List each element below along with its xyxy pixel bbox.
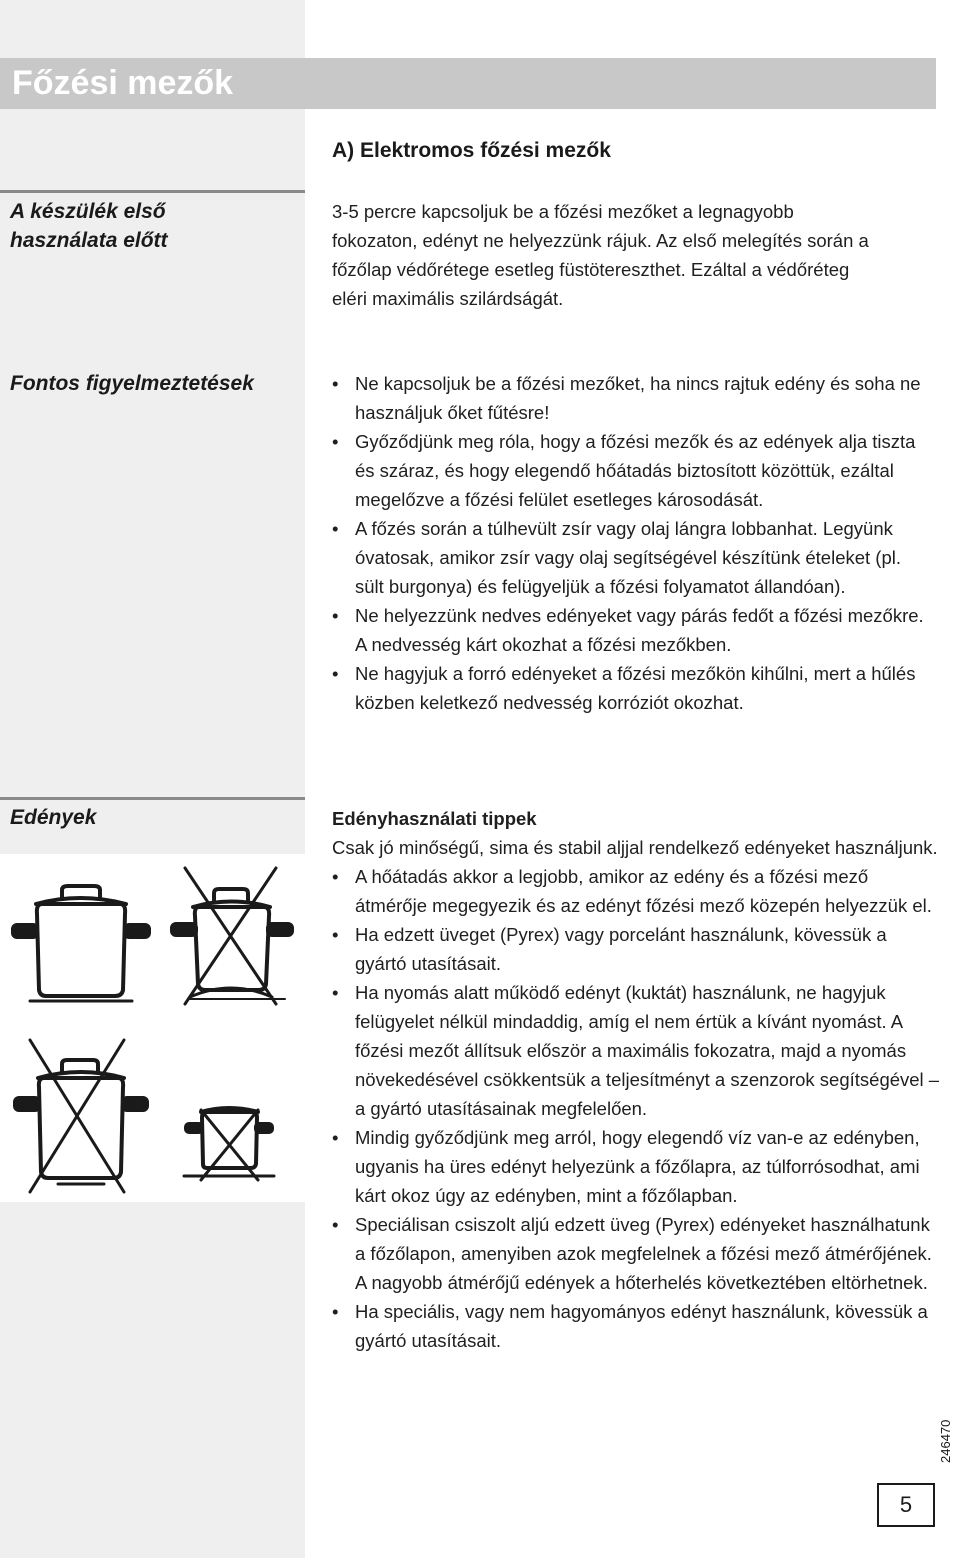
cookware-illustration-svg [0,854,305,1202]
tips-list [332,862,942,1355]
warnings-text-block [332,369,932,717]
tips-title: Edényhasználati tippek [332,808,537,829]
page-number: 5 [877,1483,935,1527]
title-bar [0,58,936,109]
first-use-label [10,197,300,255]
list-item: • Ne kapcsoljuk be a főzési mezőket, ha nincs rajtuk edény és soha ne használjuk őket fűtésre! [332,369,932,427]
page-title: Főzési mezők [12,64,234,102]
subsection-title: A) Elektromos főzési mezők [332,139,611,162]
list-item: • Győződjünk meg róla, hogy a főzési mezők és az edények alja tiszta és száraz, és hogy elegendő hőátadás biztosított közöttük, ezáltal megelőzve a főzési felület esetleges károsodását. [332,427,932,514]
section-divider-first-use [0,190,305,193]
first-use-label-line2: használata előtt [10,229,168,252]
first-use-text-block [332,197,872,313]
pot-warped-crossed-icon [172,868,292,1004]
cookware-label: Edények [10,806,97,829]
list-item: • Mindig győződjünk meg arról, hogy elegendő víz van-e az edényben, ugyanis ha üres edényt helyezünk a főzőlapra, az túlforrósodhat, ami kárt okoz úgy az edényben, mint a főzőlapban. [332,1123,942,1210]
list-item: • Ha nyomás alatt működő edényt (kuktát) használunk, ne hagyjuk felügyelet nélkül mindaddig, amíg el nem értük a kívánt nyomást. A főzési mezőt állítsuk először a maximális fokozatra, majd a nyomás növekedésével csökkentsük a teljesítményt a szenzorok segítségével – a gyártó utasításainak megfelelően. [332,978,942,1123]
list-item: • A hőátadás akkor a legjobb, amikor az edény és a főzési mező átmérője megegyezik és az edényt főzési mező közepén helyezzük el. [332,862,942,920]
first-use-text: 3-5 percre kapcsoljuk be a főzési mezőket a legnagyobb fokozaton, edényt ne helyezzünk rájuk. Az első melegítés során a főzőlap védőrétege esetleg füstötereszthet. Ezáltal a védőréteg eléri maximális szilárdságát. [332,201,869,309]
section-divider-cookware [0,797,305,800]
warnings-list [332,369,932,717]
pot-small-crossed-icon [184,1108,274,1180]
list-item: • Ne hagyjuk a forró edényeket a főzési mezőkön kihűlni, mert a hűlés közben keletkező nedvesség korróziót okozhat. [332,659,932,717]
list-item: • Ha speciális, vagy nem hagyományos edényt használunk, kövessük a gyártó utasításait. [332,1297,942,1355]
list-item: • Ne helyezzünk nedves edényeket vagy párás fedőt a főzési mezőkre. A nedvesség kárt okozhat a főzési mezőkben. [332,601,932,659]
cookware-text-block [332,804,942,1355]
list-item: • A főzés során a túlhevült zsír vagy olaj lángra lobbanhat. Legyünk óvatosak, amikor zsír vagy olaj segítségével készítünk ételeket (pl. sült burgonya) és felügyeljük a főzési folyamatot állandóan). [332,514,932,601]
warnings-label: Fontos figyelmeztetések [10,372,254,395]
tips-intro: Csak jó minőségű, sima és stabil aljjal rendelkező edényeket használjunk. [332,837,938,858]
list-item: • Speciálisan csiszolt aljú edzett üveg (Pyrex) edényeket használhatunk a főzőlapon, amenyiben azok megfelelnek a főzési mező átmérőjének. A nagyobb átmérőjű edények a hőterhelés következtében eltörhetnek. [332,1210,942,1297]
cookware-illustration [0,854,305,1202]
list-item: • Ha edzett üveget (Pyrex) vagy porcelánt használunk, kövessük a gyártó utasításait. [332,920,942,978]
pot-oversized-crossed-icon [15,1040,147,1192]
pot-correct-icon [13,886,149,1001]
document-code: 246470 [938,1419,953,1463]
first-use-label-line1: A készülék első [10,200,166,223]
